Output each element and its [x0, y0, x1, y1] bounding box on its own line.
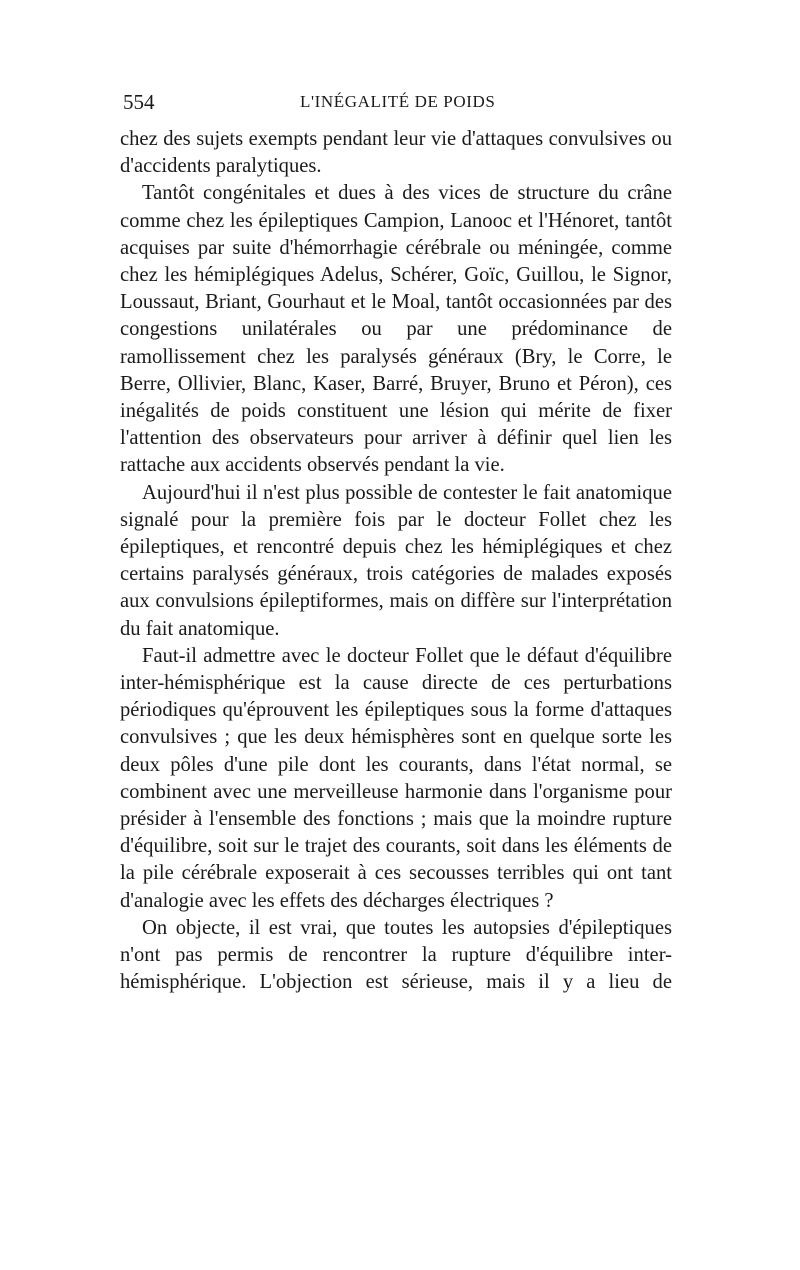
paragraph-follet-hypothesis: Faut-il admettre avec le docteur Follet que le défaut d'équilibre inter-hémisphérique est la cause directe de ces perturbations périodiques qu'éprouvent les épileptiques sous la forme d'attaques convulsives ; que les deux hémisphères sont en quelque sorte les deux pôles d'une pile dont les courants, dans l'état normal, se combinent avec une merveilleuse harmonie dans l'organisme pour présider à l'ensemble des fonctions ; mais que la moindre rupture d'équilibre, soit sur le trajet des courants, soit dans les éléments de la pile cérébrale exposerait à ces secousses terribles qui ont tant d'analogie avec les effets des décharges électriques ?: [120, 644, 672, 912]
paragraph-inequalities: Tantôt congénitales et dues à des vices de structure du crâne comme chez les épileptiques Campion, Lanooc et l'Hénoret, tantôt acquises par suite d'hémorrhagie cérébrale ou méningée, comme chez les hémiplégiques Adelus, Schérer, Goïc, Guillou, le Signor, Loussaut, Briant, Gourhaut et le Moal, tantôt occasionnées par des congestions unilatérales ou par une prédominance de ramollissement chez les paralysés généraux (Bry, le Corre, le Berre, Ollivier, Blanc, Kaser, Barré, Bruyer, Bruno et Péron), ces inégalités de poids constituent une lésion qui mérite de fixer l'attention des observateurs pour arriver à définir quel lien les rattache aux accidents observés pendant la vie.: [120, 182, 672, 477]
page-number: 554: [123, 90, 155, 114]
paragraph-anatomical-fact: Aujourd'hui il n'est plus possible de contester le fait anatomique signalé pour la première fois par le docteur Follet chez les épileptiques, et rencontré depuis chez les hémiplégiques et chez certains paralysés généraux, trois catégories de malades exposés aux convulsions épileptiformes, mais on diffère sur l'interprétation du fait anatomique.: [120, 481, 672, 640]
running-title: L'INÉGALITÉ DE POIDS: [300, 92, 496, 111]
paragraph-continued: chez des sujets exempts pendant leur vie d'attaques convulsives ou d'accidents paralytiques.: [120, 128, 672, 178]
running-head: [120, 90, 672, 120]
paragraph-objection: On objecte, il est vrai, que toutes les autopsies d'épileptiques n'ont pas permis de rencontrer la rupture d'équilibre inter-hémisphérique. L'objection est sérieuse, mais il y a lieu de: [120, 916, 672, 994]
book-page: [120, 90, 672, 997]
body-text: [120, 126, 672, 997]
